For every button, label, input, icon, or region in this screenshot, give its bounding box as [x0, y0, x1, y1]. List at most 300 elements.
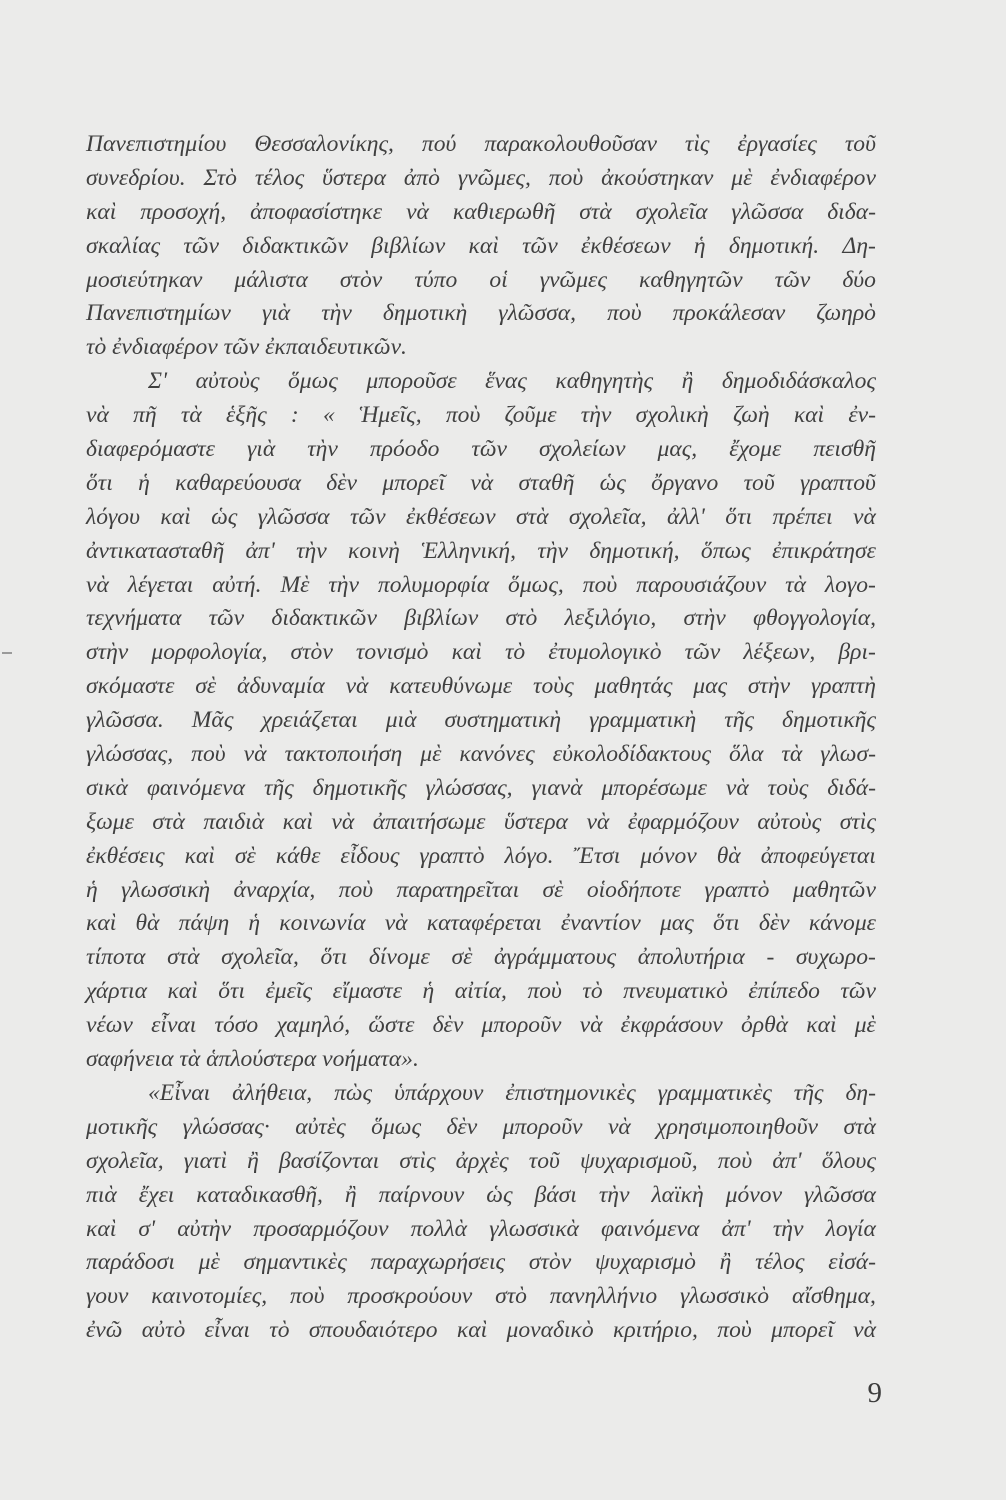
word: στὸν — [290, 639, 333, 666]
word: ἐπίπεδο — [748, 978, 820, 1005]
word: μορφολογία, — [151, 639, 268, 666]
word: ἐνῶ — [86, 1317, 123, 1344]
word: δύο — [842, 266, 876, 293]
body-text — [86, 128, 876, 1348]
word: ἢ — [247, 1147, 259, 1174]
word: καὶ — [451, 639, 482, 666]
word: τὴν — [598, 1181, 630, 1208]
word: σὲ — [542, 876, 564, 903]
word: ποὺ — [717, 1317, 752, 1344]
word: Μὲ — [280, 571, 310, 598]
word: προσκρούουν — [347, 1283, 473, 1310]
word: ἀγράμματους — [494, 944, 617, 971]
word: ποὺ — [582, 571, 618, 598]
word: βιβλίων — [404, 605, 479, 632]
word: Δη- — [842, 232, 876, 259]
word: αὐτὲς — [295, 1113, 346, 1140]
word: ἐναντίον — [560, 910, 641, 937]
word: ἀντικατασταθῆ — [86, 537, 225, 564]
word: μποροῦν — [481, 1012, 562, 1039]
word: γλωσσικὸ — [679, 1283, 770, 1310]
word: νὰ — [331, 808, 355, 835]
word: τοῦ — [844, 131, 876, 157]
word: καταφέρεται — [426, 910, 542, 937]
word: τῶν — [684, 639, 721, 666]
word: μὲ — [731, 164, 753, 191]
word: συστηματικὴ — [444, 707, 562, 734]
word: κάνομε — [808, 910, 876, 937]
word: δὲν — [326, 469, 358, 496]
text-line: σαφήνεια τὰ ἁπλούστερα νοήματα». — [86, 1046, 419, 1073]
word: καθηγητῶν — [639, 266, 743, 293]
word: ἡ — [693, 232, 706, 259]
word: τοῦ — [528, 1147, 560, 1174]
word: τέλος — [755, 1249, 805, 1276]
word: μπορεῖ — [382, 469, 445, 496]
word: παρακολουθοῦσαν — [484, 131, 657, 157]
word: βασίζονται — [279, 1147, 380, 1174]
word: γλῶσσα — [257, 503, 330, 530]
word: δημοτικῆς — [782, 707, 876, 734]
word: γλώσσας, — [425, 774, 513, 801]
word: εἶναι — [204, 1317, 250, 1344]
word: μαθητάς — [594, 673, 673, 700]
text-line — [86, 1246, 876, 1280]
text-line — [86, 1280, 876, 1314]
word: ὅτι — [320, 944, 348, 971]
word: τῶν — [471, 436, 507, 463]
word: γλῶσσα, — [498, 300, 577, 327]
word: ποὺ — [338, 876, 374, 903]
word: τοὺς — [533, 673, 574, 700]
word: αὐτοὺς — [195, 368, 260, 395]
word: τὴν — [580, 402, 612, 429]
word: πῆ — [133, 402, 157, 429]
word: τονισμὸ — [355, 639, 429, 666]
word: καὶ — [86, 910, 117, 937]
word: ἢ — [719, 1249, 732, 1276]
word: ζωηρὸ — [816, 300, 876, 327]
text-line — [86, 365, 876, 399]
word: ὅτι — [218, 978, 246, 1005]
word: προκάλεσαν — [672, 300, 786, 327]
word: μιὰ — [385, 707, 417, 734]
word: στὶς — [839, 808, 876, 835]
text-line — [86, 1111, 876, 1145]
word: στὰ — [843, 1113, 876, 1140]
word: δίνομε — [368, 944, 430, 971]
word: Ἡμεῖς, — [359, 402, 422, 429]
word: μπορεῖ — [771, 1317, 834, 1344]
word: ὅτι — [725, 503, 753, 530]
word: ὡς — [211, 503, 238, 530]
word: βιβλίων — [371, 232, 446, 259]
word: λόγου — [86, 503, 140, 530]
word: τῆς — [263, 774, 294, 801]
word: Ἑλληνική, — [421, 537, 517, 564]
word: ἀπὸ — [403, 164, 440, 191]
word: συχωρο- — [795, 944, 876, 971]
word: ὅπως — [700, 537, 751, 564]
word: ἐκφράσουν — [620, 1012, 723, 1039]
word: σὲ — [234, 842, 256, 869]
word: ψυχαρισμοῦ, — [579, 1147, 698, 1174]
word: πεισθῆ — [813, 436, 876, 463]
word: νὰ — [470, 469, 494, 496]
word: Πανεπιστημίου — [86, 131, 227, 157]
word: κοινωνία — [279, 910, 366, 937]
word: αὐτὸ — [141, 1317, 186, 1344]
word: μοσιεύτηκαν — [86, 266, 203, 293]
word: φθογγολογία, — [753, 605, 876, 632]
text-line — [86, 1145, 876, 1179]
word: σχολεῖα — [635, 198, 708, 225]
word: διδακτικῶν — [271, 605, 378, 632]
word: ἀποφεύγεται — [760, 842, 876, 869]
word: εἰσά- — [828, 1249, 876, 1276]
word: στὸ — [505, 605, 538, 632]
word: οἱοδήποτε — [586, 876, 681, 903]
text-line — [86, 975, 876, 1009]
word: τοῦ — [743, 469, 775, 496]
word: λέξεων, — [743, 639, 816, 666]
text-line — [86, 230, 876, 264]
word: γλῶσσα — [804, 1181, 876, 1208]
word: ἀκούστηκαν — [601, 164, 714, 191]
word: σταθῆ — [518, 469, 575, 496]
word: μόνον — [725, 1181, 783, 1208]
text-line — [86, 670, 876, 704]
word: τὴν — [328, 571, 359, 598]
word: νὰ — [406, 198, 429, 225]
word: νὰ — [725, 774, 749, 801]
word: γιὰ — [246, 436, 276, 463]
word: μποροῦν — [502, 1113, 583, 1140]
word: εὐκολοδίδακτους — [552, 741, 711, 768]
word: παράδοσι — [86, 1249, 175, 1276]
word: Ἔτσι — [573, 842, 621, 869]
text-line: τὸ ἐνδιαφέρον τῶν ἐκπαιδευτικῶν. — [86, 334, 407, 361]
word: καὶ — [468, 232, 499, 259]
word: καὶ — [184, 842, 215, 869]
word: : — [290, 402, 299, 429]
word: κάθε — [275, 842, 321, 869]
word: πού — [421, 131, 457, 157]
word: καθηγητὴς — [555, 368, 654, 395]
word: φαινόμενα — [601, 1215, 700, 1242]
word: τέλος — [254, 164, 305, 191]
word: τῶν — [840, 978, 876, 1005]
word: μας — [659, 910, 694, 937]
word: ἡ — [138, 469, 150, 496]
word: ἡ — [248, 910, 261, 937]
word: πρόοδο — [369, 436, 440, 463]
word: ἀλήθεια, — [232, 1079, 313, 1106]
word: ὅλα — [728, 741, 764, 768]
word: μὲ — [198, 1249, 220, 1276]
word: σημαντικὲς — [243, 1249, 347, 1276]
word: πιὰ — [86, 1181, 117, 1208]
text-line — [86, 874, 876, 908]
word: νὰ — [853, 1317, 876, 1344]
word: μάλιστα — [234, 266, 308, 293]
word: Στὸ — [203, 164, 237, 191]
word: γνῶμες, — [457, 164, 531, 191]
word: γραπτοῦ — [799, 469, 876, 496]
word: ἢ — [344, 1181, 357, 1208]
word: λογία — [825, 1215, 876, 1242]
word: τεχνήματα — [86, 605, 182, 632]
word: νὰ — [586, 808, 610, 835]
word: αἴσθημα, — [791, 1283, 876, 1310]
word: σχολείων — [538, 436, 626, 463]
word: τὶς — [684, 131, 710, 157]
word: ἕνας — [485, 368, 527, 395]
text-line — [86, 569, 876, 603]
word: στὰ — [167, 944, 200, 971]
text-line — [86, 636, 876, 670]
word: τὴν — [321, 300, 352, 327]
word: μπορέσωμε — [601, 774, 707, 801]
word: ἐν- — [848, 402, 876, 429]
word: τὴν — [307, 436, 338, 463]
word: νὰ — [607, 1113, 631, 1140]
word: γραπτὸ — [704, 876, 770, 903]
word: λαϊκὴ — [651, 1181, 704, 1208]
word: καὶ — [282, 808, 313, 835]
word: ὡς — [599, 469, 626, 496]
word: καθιερωθῆ — [452, 198, 556, 225]
word: ὕστερα — [504, 808, 568, 835]
word: τῶν — [208, 605, 245, 632]
word: ἀπολυτήρια — [637, 944, 745, 971]
word: σχολικὴ — [635, 402, 709, 429]
word: καὶ — [793, 402, 825, 429]
word: στὰ — [515, 503, 549, 530]
word: γραπτὴ — [810, 673, 876, 700]
word: γλῶσσα. — [86, 707, 164, 734]
word: ὑπάρχουν — [394, 1079, 484, 1106]
word: στὰ — [579, 198, 612, 225]
word: μποροῦσε — [366, 368, 457, 395]
word: δὲν — [758, 910, 790, 937]
word: αὐτοὺς — [757, 808, 822, 835]
text-line — [86, 840, 876, 874]
word: Πανεπιστημίων — [86, 300, 231, 327]
word: σχολεῖα, — [86, 1147, 164, 1174]
word: ἐμεῖς — [265, 978, 313, 1005]
word: ἐπιστημονικὲς — [505, 1079, 636, 1106]
word: κανόνες — [459, 741, 535, 768]
word: συνεδρίου. — [86, 164, 186, 191]
word: αὐτὴν — [177, 1215, 232, 1242]
word: Μᾶς — [191, 707, 234, 734]
word: τὴν — [296, 537, 327, 564]
word: ποὺ — [548, 164, 584, 191]
word: τὰ — [785, 571, 806, 598]
word: δὲν — [432, 1012, 464, 1039]
word: γουν — [86, 1283, 129, 1310]
text-line — [86, 738, 876, 772]
word: γραμματικὴ — [589, 707, 697, 734]
word: τὰ — [180, 402, 202, 429]
word: καὶ — [167, 978, 198, 1005]
word: ἢ — [681, 368, 694, 395]
word: ἐφαρμόζουν — [627, 808, 739, 835]
word: τὴν — [537, 537, 568, 564]
word: γλῶσσα — [731, 198, 804, 225]
margin-mark — [2, 652, 12, 654]
word: σὲ — [451, 944, 473, 971]
word: ὕστερα — [322, 164, 387, 191]
word: αἰτία, — [454, 978, 507, 1005]
word: βάσι — [534, 1181, 577, 1208]
word: νὰ — [853, 503, 876, 530]
word: σκόμαστε — [86, 673, 175, 700]
word: νὰ — [86, 402, 109, 429]
text-line — [86, 433, 876, 467]
word: δημοτικῆς — [312, 774, 407, 801]
word: σκαλίας — [86, 232, 161, 259]
text-line — [86, 1009, 876, 1043]
word: μας, — [657, 436, 698, 463]
word: δὲν — [446, 1113, 478, 1140]
text-line — [86, 772, 876, 806]
word: ἀπαιτήσωμε — [372, 808, 486, 835]
word: πάψη — [178, 910, 230, 937]
word: παραχωρήσεις — [370, 1249, 506, 1276]
word: διδά- — [827, 774, 876, 801]
word: ἐτυμολογικὸ — [548, 639, 662, 666]
word: καὶ — [160, 503, 191, 530]
word: ἀρχὲς — [455, 1147, 509, 1174]
word: ζοῦμε — [504, 402, 557, 429]
word: Σ' — [148, 368, 168, 395]
word: σὲ — [195, 673, 217, 700]
word: πνευματικὸ — [623, 978, 728, 1005]
word: γλώσσας, — [86, 741, 174, 768]
word: τακτοποιήση — [284, 741, 403, 768]
text-line — [86, 162, 876, 196]
word: ὀρθὰ — [740, 1012, 789, 1039]
word: στὰ — [152, 808, 185, 835]
word: καὶ — [86, 198, 117, 225]
text-line — [86, 196, 876, 230]
word: εἶδους — [340, 842, 400, 869]
word: ἐνδιαφέρον — [770, 164, 876, 191]
word: μὲ — [854, 1012, 876, 1039]
word: νὰ — [384, 910, 408, 937]
word: καινοτομίες, — [151, 1283, 268, 1310]
text-line — [86, 535, 876, 569]
word: ποὺ — [191, 741, 226, 768]
word: ποὺ — [717, 1147, 753, 1174]
word: ὅμως — [287, 368, 338, 395]
word: δημοτική, — [589, 537, 680, 564]
word: ἀποφασίστηκε — [250, 198, 383, 225]
word: κατευθύνωμε — [389, 673, 513, 700]
word: αὐτή. — [212, 571, 262, 598]
word: ἀπ' — [721, 1215, 751, 1242]
word: τὸ — [504, 639, 526, 666]
word: βρι- — [838, 639, 876, 666]
word: ὅμως, — [508, 571, 564, 598]
word: νὰ — [243, 741, 267, 768]
text-line — [86, 467, 876, 501]
word: μοτικῆς — [86, 1113, 158, 1140]
word: εἶναι — [151, 1012, 197, 1039]
word: στὴν — [683, 605, 726, 632]
word: ἐκθέσεις — [86, 842, 165, 869]
word: σπουδαιότερο — [308, 1317, 438, 1344]
word: σχολεῖα, — [221, 944, 299, 971]
word: τόσο — [214, 1012, 259, 1039]
word: Θεσσαλονίκης, — [254, 131, 394, 157]
text-line — [86, 128, 876, 162]
word: πρέπει — [772, 503, 833, 530]
word: πὼς — [334, 1079, 373, 1106]
word: ἀπ' — [245, 537, 275, 564]
word: τῶν — [522, 232, 558, 259]
word: ἔχει — [138, 1181, 175, 1208]
word: χαμηλό, — [276, 1012, 351, 1039]
text-line — [86, 1314, 876, 1348]
word: καὶ — [456, 1317, 488, 1344]
word: ποὺ — [290, 1283, 325, 1310]
word: ἡ — [86, 876, 98, 903]
text-line — [86, 602, 876, 636]
word: καὶ — [86, 1215, 117, 1242]
word: κριτήριο, — [613, 1317, 698, 1344]
word: «Εἶναι — [148, 1079, 211, 1106]
word: παιδιὰ — [203, 808, 265, 835]
word: ἀναρχία, — [233, 876, 316, 903]
word: χρησιμοποιηθοῦν — [656, 1113, 819, 1140]
word: μας — [693, 673, 728, 700]
word: τὸ — [582, 978, 603, 1005]
word: ἑξῆς — [225, 402, 267, 429]
word: τῆς — [724, 707, 754, 734]
word: διαφερόμαστε — [86, 436, 215, 463]
word: νὰ — [86, 571, 109, 598]
word: οἱ — [489, 266, 508, 293]
word: γλωσσικὰ — [489, 1215, 579, 1242]
word: γιὰ — [261, 300, 291, 327]
word: λόγο. — [504, 842, 554, 869]
word: τοὺς — [767, 774, 809, 801]
word: ὥστε — [368, 1012, 415, 1039]
word: στὶς — [399, 1147, 436, 1174]
word: θὰ — [135, 910, 160, 937]
word: στὴν — [747, 673, 791, 700]
word: λογο- — [824, 571, 876, 598]
word: μόνον — [640, 842, 697, 869]
word: τύπο — [414, 266, 458, 293]
word: ψυχαρισμὸ — [594, 1249, 696, 1276]
word: φαινόμενα — [146, 774, 246, 801]
word: δη- — [845, 1079, 876, 1106]
word: δημοτικὴ — [382, 300, 468, 327]
word: ἀλλ' — [666, 503, 705, 530]
word: γλωσσικὴ — [121, 876, 211, 903]
word: νὰ — [345, 673, 369, 700]
word: πολυμορφία — [377, 571, 490, 598]
text-line — [86, 501, 876, 535]
word: σ' — [138, 1215, 156, 1242]
page-number: 9 — [867, 1377, 882, 1409]
word: ἀδυναμία — [236, 673, 325, 700]
word: δημοδιδάσκαλος — [721, 368, 876, 395]
